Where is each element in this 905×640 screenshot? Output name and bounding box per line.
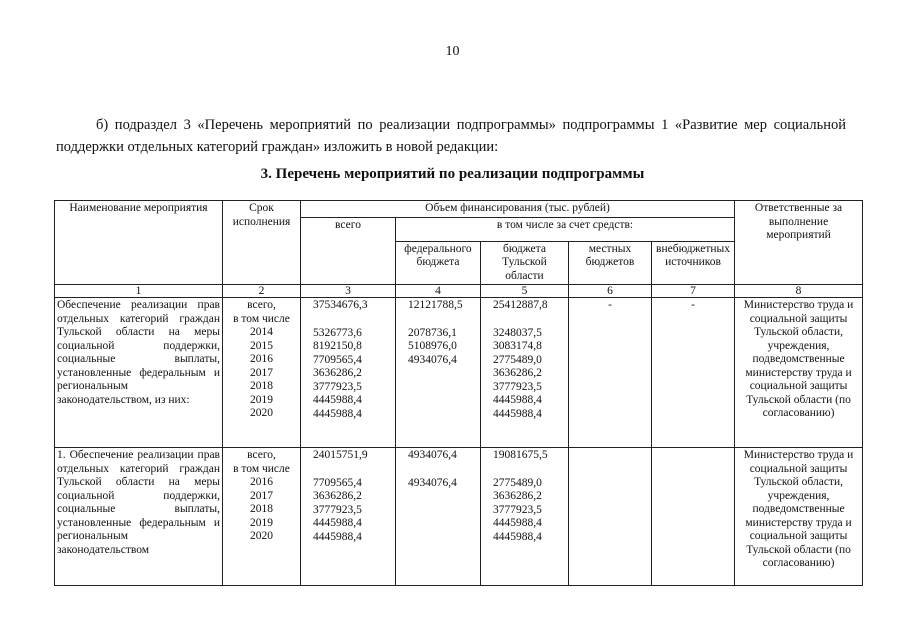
- col-number: 8: [735, 285, 863, 298]
- responsible-cell: Министерство труда и социальной защиты Тульской области, учреждения, подведомственные министерству труда и социальной защиты Тульской области (по согласованию): [735, 298, 863, 448]
- term-item: 2017: [250, 366, 273, 379]
- total-value: 5326773,6: [313, 326, 362, 339]
- total-cell: [301, 448, 396, 586]
- local-cell: [569, 448, 652, 586]
- total-cell: [301, 298, 396, 448]
- blank-line: [493, 313, 566, 327]
- header-regional: бюджета Тульской области: [481, 241, 569, 285]
- col-number: 7: [652, 285, 735, 298]
- regional-value: 3777923,5: [493, 380, 542, 393]
- regional-cell: [481, 448, 569, 586]
- term-cell: [223, 298, 301, 448]
- blank-line: [408, 313, 478, 327]
- regional-value: 25412887,8: [493, 299, 548, 311]
- column-numbers-row: [55, 285, 863, 298]
- total-value: 4445988,4: [313, 530, 362, 543]
- term-item: 2015: [250, 339, 273, 352]
- regional-value: 4445988,4: [493, 530, 542, 543]
- intro-paragraph: б) подраздел 3 «Перечень мероприятий по реализации подпрограммы» подпрограммы 1 «Развитие мер социальной поддержки отдельных категорий граждан» изложить в новой редакции:: [56, 117, 846, 155]
- federal-value: 4934076,4: [408, 353, 457, 366]
- regional-value: 3636286,2: [493, 490, 542, 502]
- header-federal: федерального бюджета: [396, 241, 481, 285]
- blank-line: [313, 463, 393, 477]
- measures-table: [54, 200, 863, 586]
- table-row: [55, 448, 863, 586]
- federal-value: 2078736,1: [408, 326, 457, 339]
- regional-value: 3083174,8: [493, 340, 542, 352]
- regional-value: 2775489,0: [493, 476, 542, 489]
- regional-cell: [481, 298, 569, 448]
- blank-line: [408, 463, 478, 477]
- term-item: 2016: [250, 476, 273, 488]
- term-item: в том числе: [233, 312, 290, 325]
- total-value: 3636286,2: [313, 490, 362, 502]
- regional-value: 3248037,5: [493, 326, 542, 339]
- measure-name: 1. Обеспечение реализации прав отдельных категорий граждан Тульской области на меры социальной поддержки, социальные выплаты, установленные федеральным и региональным законодательством: [55, 448, 223, 586]
- term-cell: [223, 448, 301, 586]
- total-value: 4445988,4: [313, 517, 362, 529]
- term-item: всего,: [247, 299, 276, 311]
- col-number: 4: [396, 285, 481, 298]
- col-number: 3: [301, 285, 396, 298]
- regional-value: 3777923,5: [493, 503, 542, 516]
- federal-cell: [396, 298, 481, 448]
- term-item: 2019: [250, 393, 273, 406]
- federal-value: 4934076,4: [408, 449, 457, 461]
- term-item: 2018: [250, 503, 273, 515]
- term-item: 2020: [250, 407, 273, 419]
- header-extra: внебюджетных источников: [652, 241, 735, 285]
- term-item: в том числе: [233, 462, 290, 475]
- federal-value: 4934076,4: [408, 476, 457, 489]
- col-number: 1: [55, 285, 223, 298]
- federal-value: 5108976,0: [408, 340, 457, 352]
- header-term: Срок исполнения: [223, 201, 301, 285]
- term-item: 2018: [250, 380, 273, 392]
- term-item: 2020: [250, 530, 273, 542]
- header-total: всего: [301, 217, 396, 285]
- term-item: 2016: [250, 353, 273, 365]
- blank-line: [493, 463, 566, 477]
- blank-line: [313, 313, 393, 327]
- regional-value: 4445988,4: [493, 517, 542, 529]
- total-value: 24015751,9: [313, 449, 368, 461]
- total-value: 3777923,5: [313, 380, 362, 393]
- section-title: 3. Перечень мероприятий по реализации подпрограммы: [260, 166, 645, 182]
- extra-cell: [652, 448, 735, 586]
- total-value: 4445988,4: [313, 407, 362, 420]
- table-row: [55, 298, 863, 448]
- regional-value: 2775489,0: [493, 353, 542, 366]
- term-item: 2014: [250, 326, 273, 338]
- total-value: 4445988,4: [313, 394, 362, 406]
- header-name: Наименование мероприятия: [55, 201, 223, 285]
- regional-value: 4445988,4: [493, 407, 542, 420]
- total-value: 3636286,2: [313, 367, 362, 379]
- federal-value: 12121788,5: [408, 299, 463, 311]
- header-responsible: Ответственные за выполнение мероприятий: [735, 201, 863, 285]
- federal-cell: [396, 448, 481, 586]
- term-item: 2019: [250, 516, 273, 529]
- regional-value: 19081675,5: [493, 449, 548, 461]
- total-value: 37534676,3: [313, 299, 368, 311]
- page-number: 10: [445, 44, 460, 59]
- responsible-cell: Министерство труда и социальной защиты Тульской области, учреждения, подведомственные министерству труда и социальной защиты Тульской области (по согласованию): [735, 448, 863, 586]
- col-number: 2: [223, 285, 301, 298]
- term-item: 2017: [250, 489, 273, 502]
- term-item: всего,: [247, 449, 276, 461]
- total-value: 7709565,4: [313, 353, 362, 366]
- total-value: 8192150,8: [313, 340, 362, 352]
- extra-cell: -: [652, 298, 735, 448]
- total-value: 7709565,4: [313, 476, 362, 489]
- header-volume: Объем финансирования (тыс. рублей): [301, 201, 735, 218]
- measure-name: Обеспечение реализации прав отдельных категорий граждан Тульской области на меры социальной поддержки, социальные выплаты, установленные федеральным и региональным законодательством, из них:: [55, 298, 223, 448]
- col-number: 5: [481, 285, 569, 298]
- header-including: в том числе за счет средств:: [396, 217, 735, 241]
- regional-value: 4445988,4: [493, 394, 542, 406]
- local-cell: -: [569, 298, 652, 448]
- total-value: 3777923,5: [313, 503, 362, 516]
- col-number: 6: [569, 285, 652, 298]
- header-local: местных бюджетов: [569, 241, 652, 285]
- regional-value: 3636286,2: [493, 367, 542, 379]
